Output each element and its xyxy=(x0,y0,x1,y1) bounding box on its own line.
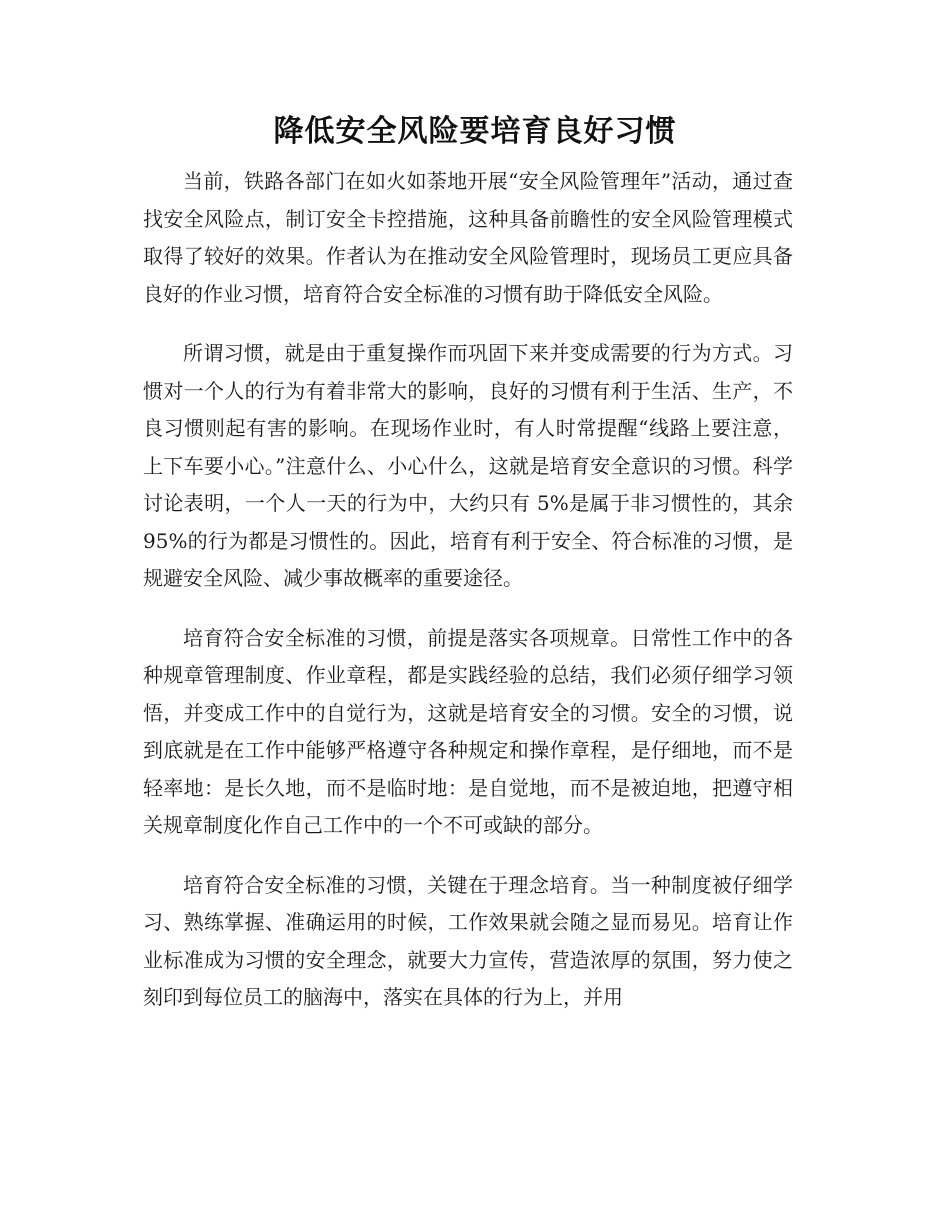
paragraph-3: 培育符合安全标准的习惯，前提是落实各项规章。日常性工作中的各种规章管理制度、作业章程，都是实践经验的总结，我们必须仔细学习领悟，并变成工作中的自觉行为，这就是培育安全的习惯。安全的习惯，说到底就是在工作中能够严格遵守各种规定和操作章程，是仔细地，而不是轻率地：是长久地，而不是临时地：是自觉地，而不是被迫地，把遵守相关规章制度化作自己工作中的一个不可或缺的部分。 xyxy=(143,625,793,837)
paragraph-4: 培育符合安全标准的习惯，关键在于理念培育。当一种制度被仔细学习、熟练掌握、准确运用的时候，工作效果就会随之显而易见。培育让作业标准成为习惯的安全理念，就要大力宣传，营造浓厚的氛围，努力使之刻印到每位员工的脑海中，落实在具体的行为上，并用 xyxy=(143,872,793,1009)
paragraph-2: 所谓习惯，就是由于重复操作而巩固下来并变成需要的行为方式。习惯对一个人的行为有着非常大的影响，良好的习惯有利于生活、生产，不良习惯则起有害的影响。在现场作业时，有人时常提醒“线路上要注意，上下车要小心。”注意什么、小心什么，这就是培育安全意识的习惯。科学讨论表明，一个人一天的行为中，大约只有 5%是属于非习惯性的，其余 95%的行为都是习惯性的。因此，培育有利于安全、符合标准的习惯，是规避安全风险、减少事故概率的重要途径。 xyxy=(143,341,793,590)
document-title: 降低安全风险要培育良好习惯 xyxy=(273,114,677,149)
document-body xyxy=(143,163,793,1039)
paragraph-1: 当前，铁路各部门在如火如荼地开展“安全风险管理年”活动，通过查找安全风险点，制订安全卡控措施，这种具备前瞻性的安全风险管理模式取得了较好的效果。作者认为在推动安全风险管理时，现场员工更应具备良好的作业习惯，培育符合安全标准的习惯有助于降低安全风险。 xyxy=(143,169,793,306)
